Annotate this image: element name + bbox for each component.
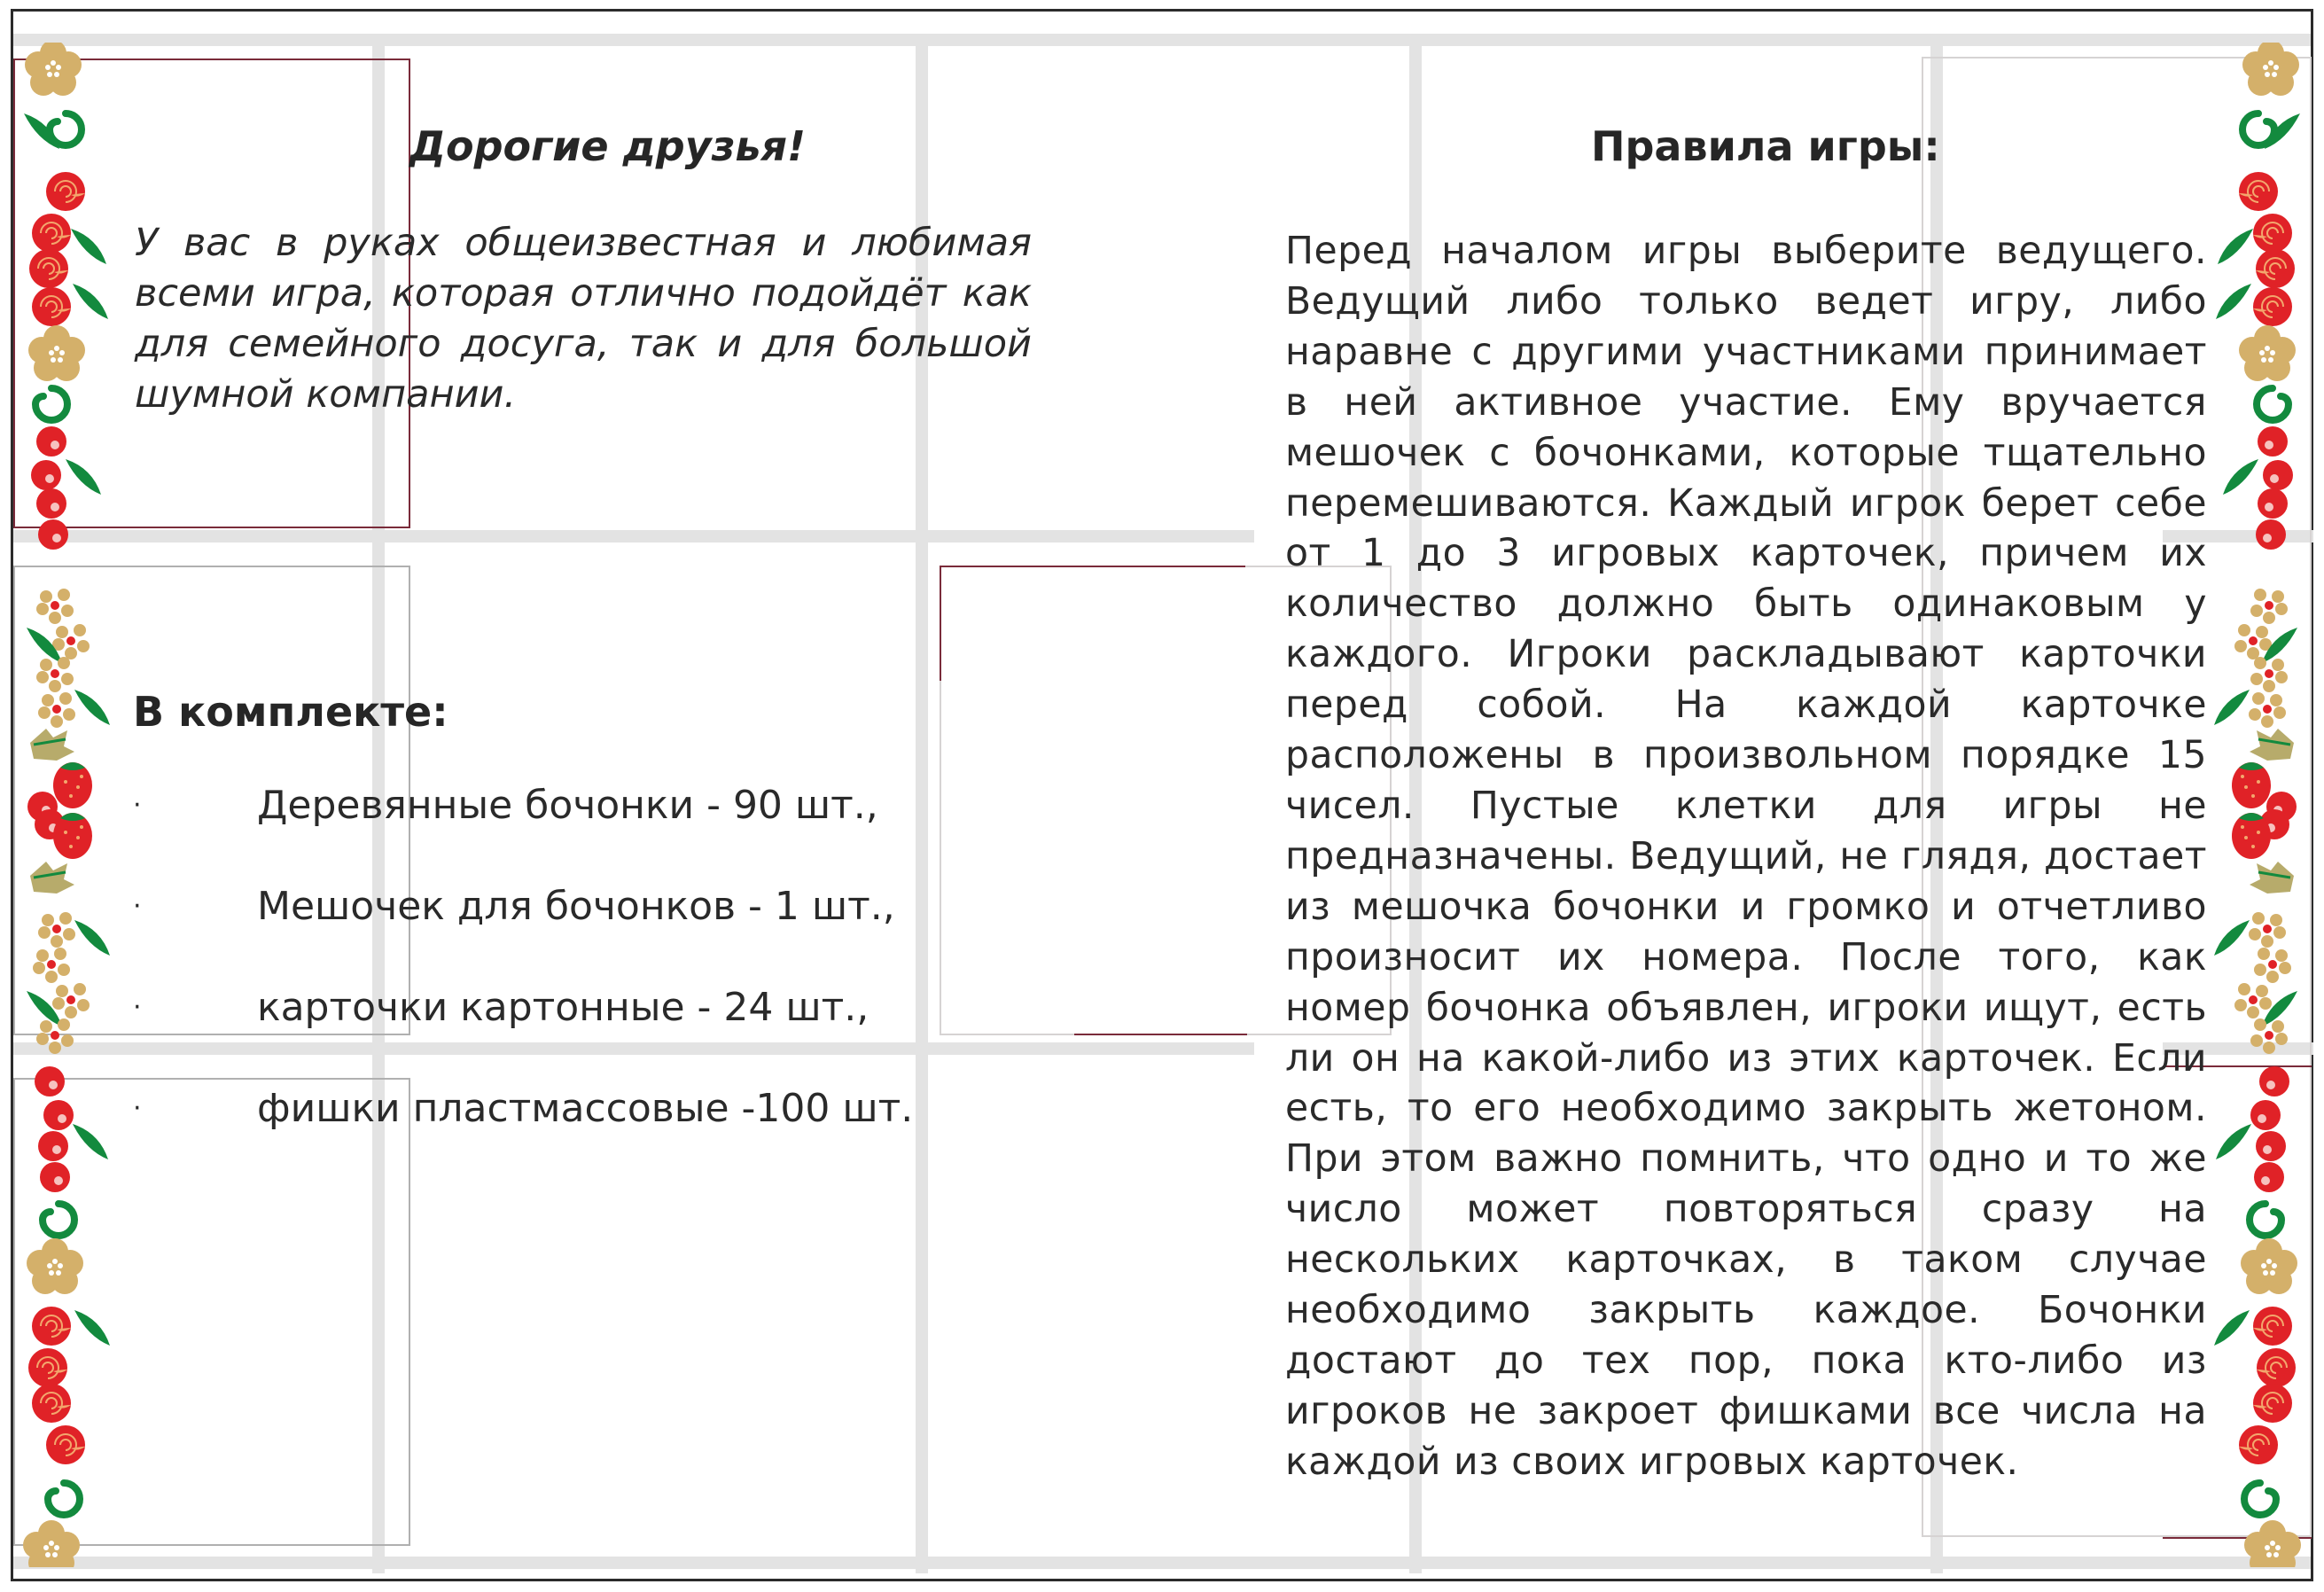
bullet-icon: · xyxy=(133,891,142,922)
kit-item xyxy=(133,780,913,881)
greeting-title: Дорогие друзья! xyxy=(409,122,806,170)
kit-item-label: Мешочек для бочонков - 1 шт., xyxy=(257,884,895,929)
khokhloma-border-icon xyxy=(19,43,117,1567)
bullet-icon: · xyxy=(133,992,142,1023)
kit-list xyxy=(133,780,913,1184)
khokhloma-border-icon xyxy=(2207,43,2305,1567)
kit-item-label: фишки пластмассовые -100 шт. xyxy=(257,1086,914,1131)
kit-title: В комплекте: xyxy=(133,688,448,736)
khokhloma-border-left xyxy=(19,43,117,1567)
kit-item xyxy=(133,982,913,1083)
kit-item-label: карточки картонные - 24 шт., xyxy=(257,985,870,1030)
rules-title: Правила игры: xyxy=(1591,122,1940,170)
rules-body: Перед началом игры выберите ведущего. Ведущий либо только ведет игру, либо наравне с другими участниками принимает в ней активное участие. Ему вручается мешочек с бочонками, которые тщательно перемешиваются. Каждый игрок берет себе от 1 до 3 игровых карточек, причем их количество должно быть одинаковым у каждого. Игроки раскладывают карточки перед собой. На каждой карточке расположены в произвольном порядке 15 чисел. Пустые клетки для игры не предназначены. Ведущий, не глядя, достает из мешочка бочонки и громко и отчетливо произносит их номера. После того, как номер бочонка объявлен, игроки ищут, есть ли он на какой-либо из этих карточек. Если есть, то его необходимо закрыть жетоном. При этом важно помнить, что одно и то же число может повторяться сразу на нескольких карточках, в таком случае необходимо закрыть каждое. Бочонки достают до тех пор, пока кто-либо из игроков не закроет фишками все числа на каждой из своих игровых карточек. xyxy=(1285,230,2207,1484)
kit-item xyxy=(133,1083,913,1184)
khokhloma-border-right xyxy=(2207,43,2305,1567)
bullet-icon: · xyxy=(133,790,142,821)
kit-item xyxy=(133,881,913,982)
bullet-icon: · xyxy=(133,1093,142,1124)
greeting-body: У вас в руках общеизвестная и любимая всеми игра, которая отлично подойдёт как для семейного досуга, так и для большой шумной компании. xyxy=(135,221,1032,417)
kit-item-label: Деревянные бочонки - 90 шт., xyxy=(257,783,878,828)
